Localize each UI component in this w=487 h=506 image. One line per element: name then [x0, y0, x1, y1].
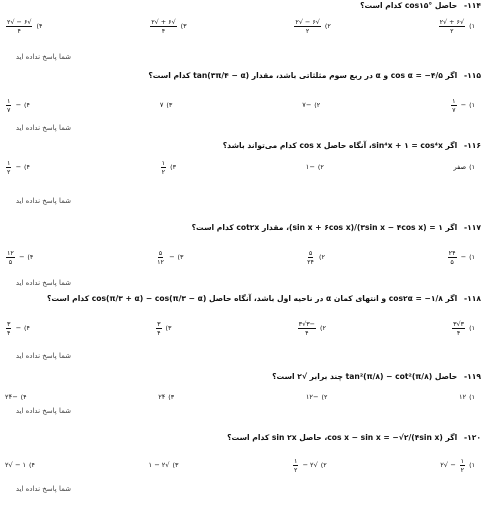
options	[5, 246, 475, 268]
question-number: ۱۱۴-	[463, 1, 481, 10]
fraction: $\frac{۱۲}{۵}$	[7, 248, 14, 266]
option-4[interactable]: ۴) −۲۴	[5, 393, 27, 401]
fraction: $\frac{۱}{۲}$	[460, 456, 465, 474]
fraction: $\frac{√۶ + √۲}{۲}$	[439, 17, 465, 35]
option-1[interactable]: ۱) صفر	[453, 163, 475, 171]
option-1[interactable]: ۱) $\frac{۳√۳}{۴}$	[453, 319, 475, 337]
fraction: $\frac{-۳√۳}{۴}$	[298, 319, 315, 337]
option-3[interactable]: ۳) √۲ − ۱	[148, 461, 179, 469]
fraction: $\frac{۳}{۴}$	[157, 319, 161, 337]
option-4[interactable]: ۴) $\frac{√۶ - √۲}{۴}$	[7, 17, 43, 35]
fraction: $\frac{۱}{۲}$	[293, 456, 298, 474]
question-text: اگر cos x − sin x = −√۲/(۴sin x)، حاصل sin ۲x کدام است؟	[227, 433, 458, 442]
option-4[interactable]: ۴) − $\frac{۱}{۲}$	[7, 158, 30, 176]
question-number: ۱۱۵-	[463, 71, 481, 80]
question-text: حاصل cos۱۵° کدام است؟	[360, 1, 458, 10]
options	[5, 15, 475, 37]
options	[5, 454, 475, 476]
no-answer-label: شما پاسخ نداده اید	[15, 124, 71, 132]
option-2[interactable]: ۲) √۲ − $\frac{۱}{۲}$	[293, 456, 327, 474]
option-1[interactable]: ۱) − $\frac{۲۴}{۵}$	[448, 248, 475, 266]
question-number: ۱۱۷-	[463, 223, 481, 232]
no-answer-label: شما پاسخ نداده اید	[15, 352, 71, 360]
option-4[interactable]: ۴) − $\frac{۳}{۴}$	[7, 319, 30, 337]
fraction: $\frac{√۶ - √۲}{۴}$	[7, 17, 32, 35]
option-3[interactable]: ۳) ۷	[159, 101, 173, 109]
fraction: $\frac{√۶ - √۲}{۲}$	[295, 17, 320, 35]
no-answer-label: شما پاسخ نداده اید	[15, 407, 71, 415]
fraction: $\frac{۳√۳}{۴}$	[453, 319, 465, 337]
options	[5, 317, 475, 339]
option-3[interactable]: ۳) $\frac{۳}{۴}$	[157, 319, 172, 337]
option-2[interactable]: ۲) −۱	[305, 163, 324, 171]
no-answer-label: شما پاسخ نداده اید	[15, 279, 71, 287]
question-number: ۱۱۸-	[463, 294, 481, 303]
question-text: اگر ۱ = (۳sin x − ۴cos x)/(sin x + ۶cos x)، مقدار cot۲x کدام است؟	[191, 223, 458, 232]
options	[5, 156, 475, 178]
option-3[interactable]: ۳) ۲۴	[158, 393, 175, 401]
option-2[interactable]: ۲) −۷	[302, 101, 321, 109]
fraction: $\frac{√۶ + √۲}{۴}$	[151, 17, 176, 35]
option-1[interactable]: ۱) ۱۲	[458, 393, 475, 401]
fraction: $\frac{۱}{۲}$	[161, 158, 166, 176]
option-1[interactable]: ۱) $\frac{√۶ + √۲}{۲}$	[439, 17, 475, 35]
options	[5, 386, 475, 408]
fraction: $\frac{۱}{۲}$	[7, 158, 11, 176]
option-4[interactable]: ۴) − $\frac{۱}{۷}$	[7, 96, 30, 114]
question-number: ۱۱۶-	[463, 141, 481, 150]
fraction: $\frac{۲۴}{۵}$	[448, 248, 456, 266]
fraction: $\frac{۳}{۴}$	[7, 319, 11, 337]
option-2[interactable]: ۲) $\frac{-۳√۳}{۴}$	[298, 319, 326, 337]
option-3[interactable]: ۳) $\frac{√۶ + √۲}{۴}$	[151, 17, 187, 35]
question-number: ۱۲۰-	[463, 433, 481, 442]
fraction: $\frac{۵}{۱۲}$	[157, 248, 164, 266]
option-3[interactable]: ۳) − $\frac{۵}{۱۲}$	[157, 248, 184, 266]
option-2[interactable]: ۲) $\frac{√۶ - √۲}{۲}$	[295, 17, 331, 35]
option-2[interactable]: ۲) $\frac{۵}{۲۴}$	[307, 248, 325, 266]
question-text: اگر sin⁴x + ۱ = cos⁴x، آنگاه حاصل cos x کدام می‌تواند باشد؟	[222, 141, 458, 150]
no-answer-label: شما پاسخ نداده اید	[15, 53, 71, 61]
option-4[interactable]: ۴) − $\frac{۱۲}{۵}$	[7, 248, 34, 266]
no-answer-label: شما پاسخ نداده اید	[15, 485, 71, 493]
options	[5, 94, 475, 116]
question-text: اگر cos۲α = −۱/۸ و انتهای کمان α در ناحیه اول باشد، آنگاه حاصل cos(π/۳ + α) − cos(π/۳ − α) کدام است؟	[46, 294, 458, 303]
fraction: $\frac{۱}{۷}$	[7, 96, 11, 114]
option-3[interactable]: ۳) $\frac{۱}{۲}$	[161, 158, 177, 176]
fraction: $\frac{۱}{۷}$	[452, 96, 456, 114]
option-1[interactable]: ۱) $\frac{۱}{۲}$ − √۲	[440, 456, 475, 474]
question-text: اگر cos α = −۴/۵ و α در ربع سوم مثلثاتی باشد، مقدار tan(۳π/۴ − α) کدام است؟	[148, 71, 458, 80]
option-1[interactable]: ۱) − $\frac{۱}{۷}$	[452, 96, 475, 114]
fraction: $\frac{۵}{۲۴}$	[307, 248, 314, 266]
option-2[interactable]: ۲) −۱۲	[305, 393, 328, 401]
question-number: ۱۱۹-	[463, 372, 481, 381]
question-text: حاصل tan²(π/۸) − cot²(π/۸) چند برابر √۲ است؟	[272, 372, 458, 381]
option-4[interactable]: ۴) ۱ − √۲	[5, 461, 35, 469]
no-answer-label: شما پاسخ نداده اید	[15, 197, 71, 205]
